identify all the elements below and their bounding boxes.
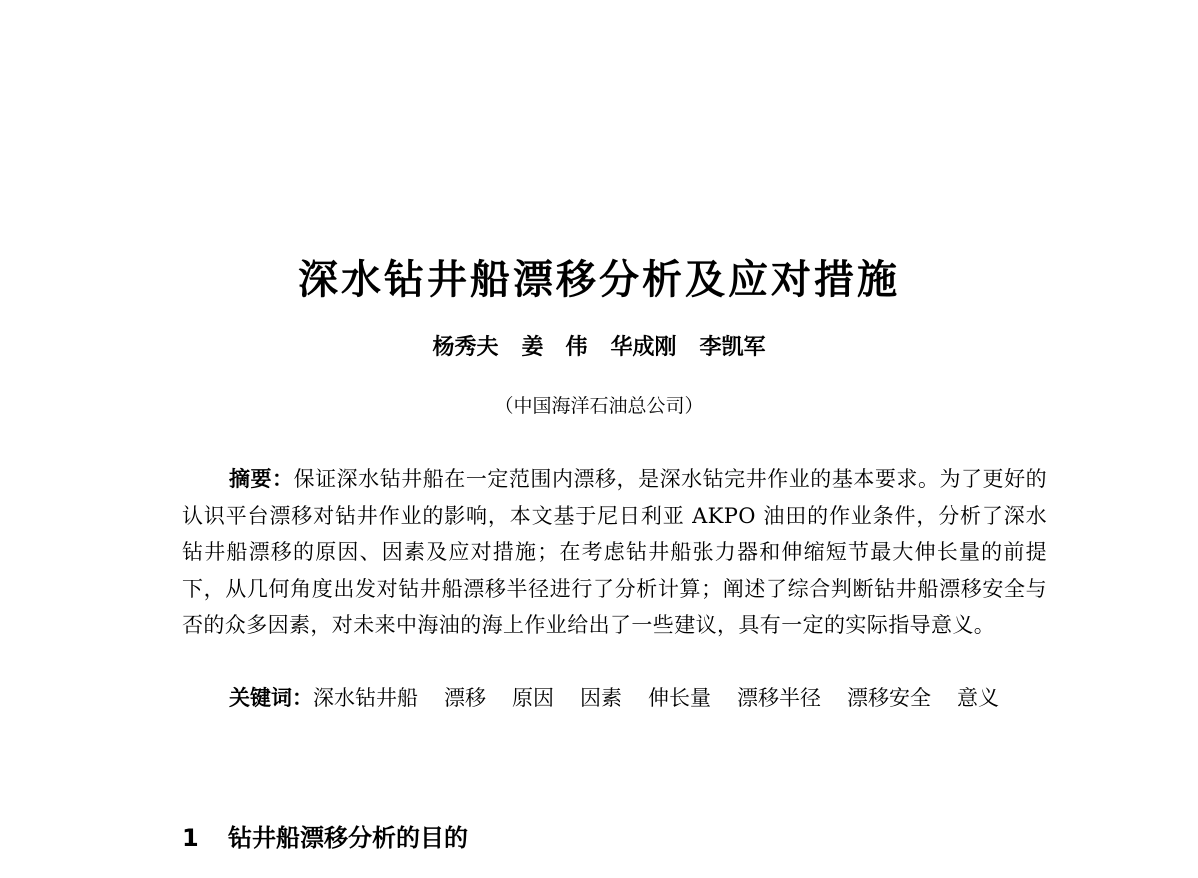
keyword: 伸长量 xyxy=(648,686,711,710)
keyword: 漂移半径 xyxy=(737,686,821,710)
keyword: 漂移安全 xyxy=(847,686,931,710)
keywords xyxy=(182,680,1047,717)
abstract-text: 保证深水钻井船在一定范围内漂移，是深水钻完井作业的基本要求。为了更好的认识平台漂移对钻井作业的影响，本文基于尼日利亚 AKPO 油田的作业条件，分析了深水钻井船漂移的原因、因素及应对措施；在考虑钻井船张力器和伸缩短节最大伸长量的前提下，从几何角度出发对钻井船漂移半径进行了分析计算；阐述了综合判断钻井船漂移安全与否的众多因素，对未来中海油的海上作业给出了一些建议，具有一定的实际指导意义。 xyxy=(182,467,1047,638)
keyword: 因素 xyxy=(580,686,622,710)
author-list xyxy=(0,330,1198,364)
author-name: 姜 伟 xyxy=(521,334,588,360)
author-name: 杨秀夫 xyxy=(432,334,499,360)
keywords-label: 关键词： xyxy=(229,686,313,710)
abstract-label: 摘要： xyxy=(229,467,294,491)
author-name: 李凯军 xyxy=(699,334,766,360)
paper-title: 深水钻井船漂移分析及应对措施 xyxy=(298,257,900,303)
section-heading xyxy=(182,818,468,858)
affiliation: （中国海洋石油总公司） xyxy=(494,395,704,417)
author-name: 华成刚 xyxy=(610,334,677,360)
section-number: 1 xyxy=(182,824,199,852)
abstract xyxy=(182,461,1047,644)
section-title: 钻井船漂移分析的目的 xyxy=(228,824,468,852)
keyword: 原因 xyxy=(512,686,554,710)
keyword: 意义 xyxy=(957,686,999,710)
keyword: 漂移 xyxy=(444,686,486,710)
keyword: 深水钻井船 xyxy=(313,686,418,710)
